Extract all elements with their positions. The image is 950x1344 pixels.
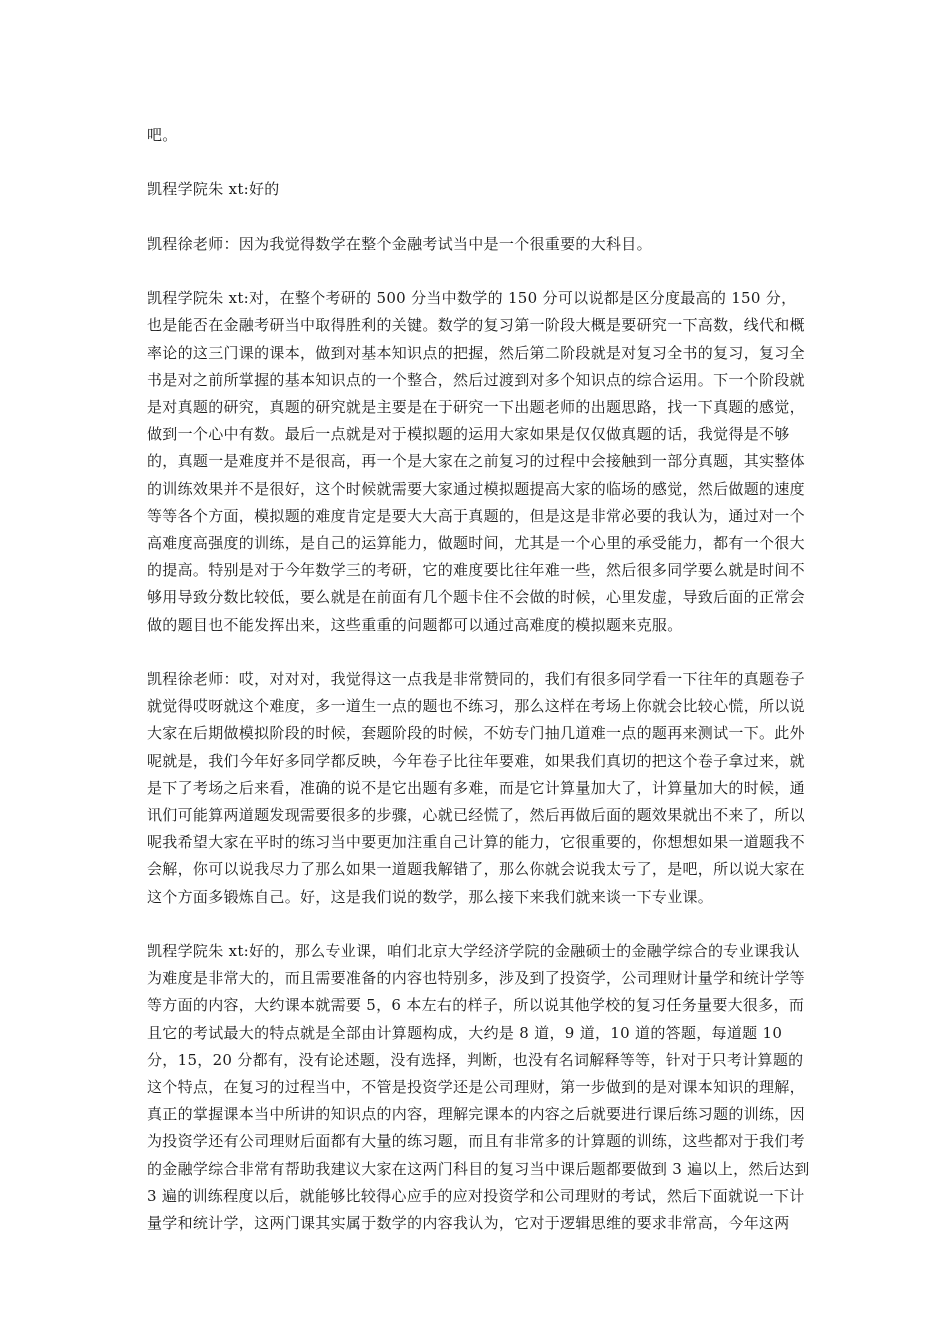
paragraph-xu-calculation: 凯程徐老师：哎，对对对，我觉得这一点我是非常赞同的，我们有很多同学看一下往年的真题卷子就觉得哎呀就这个难度，多一道生一点的题也不练习，那么这样在考场上你就会比较心慌，所以说大家在后期做模拟阶段的时候，套题阶段的时候，不妨专门抽几道难一点的题再来测试一下。此外呢就是，我们今年好多同学都反映，今年卷子比往年要难，如果我们真切的把这个卷子拿过来，就是下了考场之后来看，准确的说不是它出题有多难，而是它计算量加大了，计算量加大的时候，通讯们可能算两道题发现需要很多的步骤，心就已经慌了，然后再做后面的题效果就出不来了，所以呢我希望大家在平时的练习当中要更加注重自己计算的能力，它很重要的，你想想如果一道题我不会解，你可以说我尽力了那么如果一道题我解错了，那么你就会说我太亏了，是吧，所以说大家在这个方面多锻炼自己。好，这是我们说的数学，那么接下来我们就来谈一下专业课。 (147, 670, 805, 906)
paragraph-zhu-major-course: 凯程学院朱 xt:好的，那么专业课，咱们北京大学经济学院的金融硕士的金融学综合的专业课我认为难度是非常大的，而且需要准备的内容也特别多，涉及到了投资学，公司理财计量学和统计学等等方面的内容，大约课本就需要 5，6 本左右的样子，所以说其他学校的复习任务量要大很多，而且它的考试最大的特点就是全部由计算题构成，大约是 8 道，9 道，10 道的答题，每道题 10 分，15，20 分都有，没有论述题，没有选择，判断，也没有名词解释等等，针对于只考计算题的这个特点，在复习的过程当中，不管是投资学还是公司理财，第一步做到的是对课本知识的理解，真正的掌握课本当中所讲的知识点的内容，理解完课本的内容之后就要进行课后练习题的训练，因为投资学还有公司理财后面都有大量的练习题，而且有非常多的计算题的训练，这些都对于我们考的金融学综合非常有帮助我建议大家在这两门科目的复习当中课后题都要做到 3 遍以上，然后达到 3 遍的训练程度以后，就能够比较得心应手的应对投资学和公司理财的考试，然后下面就说一下计量学和统计学，这两门课其实属于数学的内容我认为，它对于逻辑思维的要求非常高，今年这两 (147, 942, 815, 1233)
paragraph-xu-math-importance: 凯程徐老师：因为我觉得数学在整个金融考试当中是一个很重要的大科目。 (147, 234, 652, 253)
paragraph-zhu-ack: 凯程学院朱 xt:好的 (147, 180, 280, 199)
paragraph-zhu-math-stages: 凯程学院朱 xt:对，在整个考研的 500 分当中数学的 150 分可以说都是区分度最高的 150 分，也是能否在金融考研当中取得胜利的关键。数学的复习第一阶段大概是要研究一下高数，线代和概率论的这三门课的课本，做到对基本知识点的把握，然后第二阶段就是对复习全书的复习，复习全书是对之前所掌握的基本知识点的一个整合，然后过渡到对多个知识点的综合运用。下一个阶段就是对真题的研究，真题的研究就是主要是在于研究一下出题老师的出题思路，找一下真题的感觉，做到一个心中有数。最后一点就是对于模拟题的运用大家如果是仅仅做真题的话，我觉得是不够的，真题一是难度并不是很高，再一个是大家在之前复习的过程中会接触到一部分真题，其实整体的训练效果并不是很好，这个时候就需要大家通过模拟题提高大家的临场的感觉，然后做题的速度等等各个方面，模拟题的难度肯定是要大大高于真题的，但是这是非常必要的我认为，通过对一个高难度高强度的训练，是自己的运算能力，做题时间，尤其是一个心里的承受能力，都有一个很大的提高。特别是对于今年数学三的考研，它的难度要比往年难一些，然后很多同学要么就是时间不够用导致分数比较低，要么就是在前面有几个题卡住不会做的时候，心里发虚，导致后面的正常会做的题目也不能发挥出来，这些重重的问题都可以通过高难度的模拟题来克服。 (147, 289, 805, 634)
document-body (147, 122, 815, 1264)
paragraph-closing-fragment: 吧。 (147, 126, 178, 144)
